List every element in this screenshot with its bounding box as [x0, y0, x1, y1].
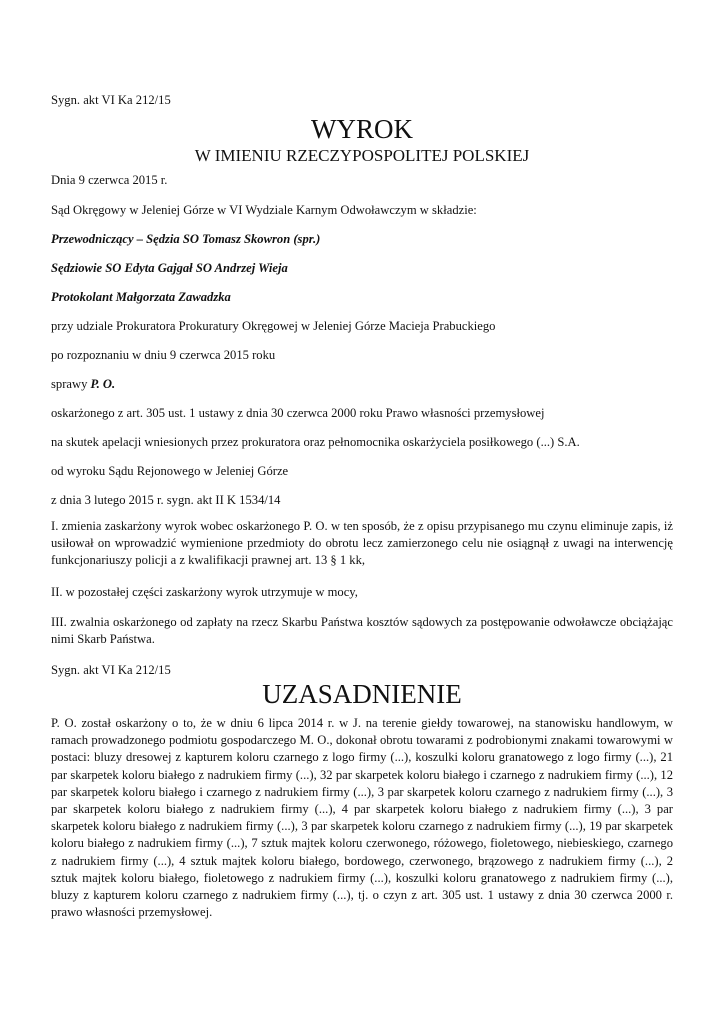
prosecutor-line: przy udziale Prokuratora Prokuratury Okręgowej w Jeleniej Górze Macieja Prabuckiego [51, 319, 496, 333]
ruling-item-3: III. zwalnia oskarżonego od zapłaty na rzecz Skarbu Państwa kosztów sądowych za postępowanie odwoławcze obciążając nimi Skarb Państwa. [51, 615, 673, 647]
judgment-subtitle: W IMIENIU RZECZYPOSPOLITEJ POLSKIEJ [194, 146, 530, 165]
defendant-name: P. O. [90, 377, 116, 391]
justification-body: P. O. został oskarżony o to, że w dniu 6 lipca 2014 r. w J. na terenie giełdy towarowej, na stanowisku handlowym, w ramach prowadzonego podmiotu gospodarczego M. O., dokonał obrotu towarami z podrobionymi znakami towarowymi w postaci: bluzy dresowej z kapturem koloru czarnego z logo firmy (...), koszulki koloru granatowego z logo firmy (...), 21 par skarpetek koloru białego z nadrukiem firmy (...), 32 par skarpetek koloru białego i czarnego z nadrukiem firmy (...), 12 par skarpetek koloru białego i czarnego z nadrukiem firmy (...), 3 par skarpetek koloru czarnego z nadrukiem firmy (...), 3 par skarpetek koloru białego z nadrukiem firmy (...), 4 par skarpetek koloru białego z nadrukiem firmy (...), 3 par skarpetek koloru białego z nadrukiem firmy (...), 3 par skarpetek koloru czarnego z nadrukiem firmy (...), 19 par skarpetek koloru białego z nadrukiem firmy (...), 7 sztuk majtek koloru czerwonego, różowego, fioletowego, niebieskiego, czarnego z nadrukiem firmy (...), 4 sztuk majtek koloru białego, bordowego, czerwonego, brązowego z nadrukiem firmy (...), 2 sztuk majtek koloru białego, fioletowego z nadrukiem firmy (...), koszulki koloru granatowego z nadrukiem firmy (...), bluzy z kapturem koloru czarnego z nadrukiem firmy (...), tj. o czyn z art. 305 ust. 1 ustawy z dnia 30 czerwca 2000 r. prawo własności przemysłowej. [51, 716, 673, 920]
lower-court-line: od wyroku Sądu Rejonowego w Jeleniej Górze [51, 464, 289, 478]
lower-court-date: z dnia 3 lutego 2015 r. sygn. akt II K 1534/14 [51, 493, 281, 507]
case-signature-top: Sygn. akt VI Ka 212/15 [51, 93, 171, 107]
ruling-item-2: II. w pozostałej części zaskarżony wyrok utrzymuje w mocy, [51, 585, 358, 599]
judgment-date: Dnia 9 czerwca 2015 r. [51, 173, 168, 187]
ruling-item-1: I. zmienia zaskarżony wyrok wobec oskarżonego P. O. w ten sposób, że z opisu przypisanego mu czynu eliminuje zapis, iż usiłował on wprowadzić wymienione przedmioty do obrotu lecz zamierzonego celu nie osiągnął z uwagi na interwencję funkcjonariuszy policji a z kwalifikacji prawnej art. 13 § 1 kk, [51, 519, 673, 568]
presiding-judge: Przewodniczący – Sędzia SO Tomasz Skowron (spr.) [51, 232, 321, 246]
court-composition: Sąd Okręgowy w Jeleniej Górze w VI Wydziale Karnym Odwoławczym w składzie: [51, 203, 477, 217]
court-clerk: Protokolant Małgorzata Zawadzka [51, 290, 231, 304]
case-prefix: sprawy [51, 377, 91, 391]
appeal-line: na skutek apelacji wniesionych przez prokuratora oraz pełnomocnika oskarżyciela posiłkowego (...) S.A. [51, 435, 580, 449]
hearing-date: po rozpoznaniu w dniu 9 czerwca 2015 roku [51, 348, 276, 362]
case-line [51, 376, 115, 392]
justification-title: UZASADNIENIE [262, 679, 462, 709]
charge-line: oskarżonego z art. 305 ust. 1 ustawy z dnia 30 czerwca 2000 roku Prawo własności przemysłowej [51, 406, 545, 420]
associate-judges: Sędziowie SO Edyta Gajgał SO Andrzej Wieja [51, 261, 288, 275]
judgment-title: WYROK [311, 114, 413, 144]
case-signature-bottom: Sygn. akt VI Ka 212/15 [51, 663, 171, 677]
